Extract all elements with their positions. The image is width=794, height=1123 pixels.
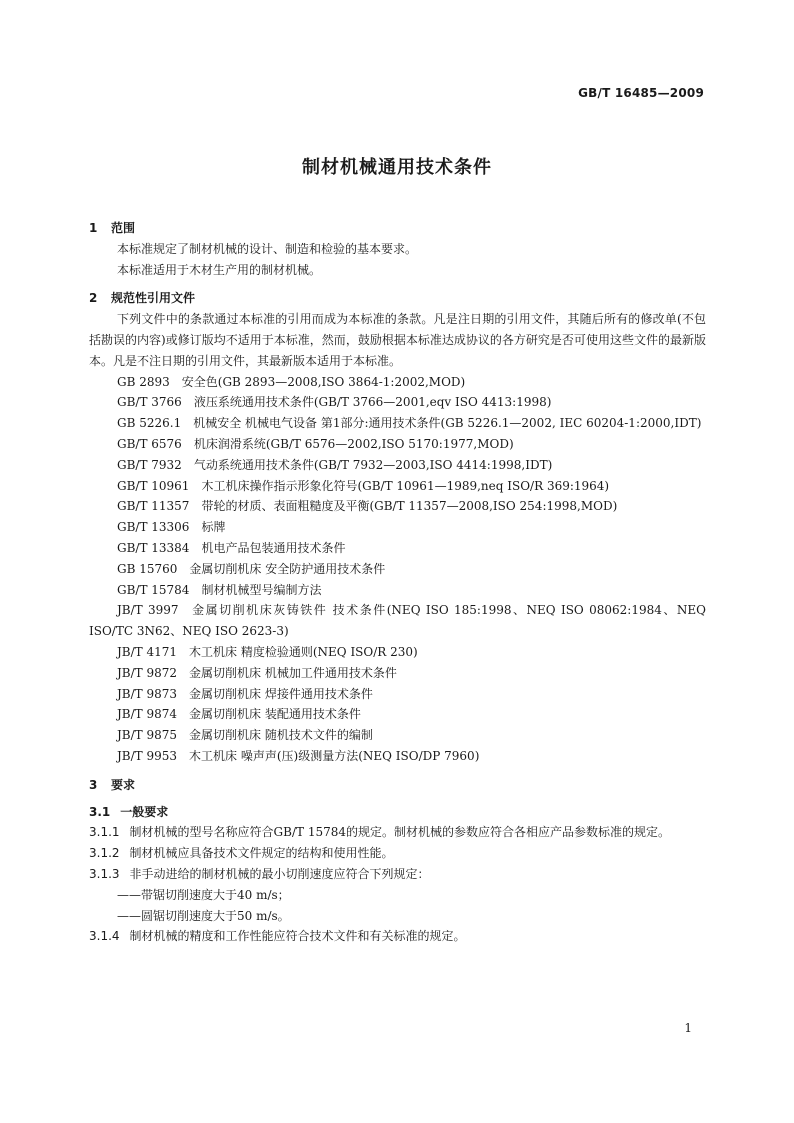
reference-text: 液压系统通用技术条件(GB/T 3766—2001,eqv ISO 4413:1998) xyxy=(193,395,552,410)
section-1-heading xyxy=(89,218,706,239)
reference-item xyxy=(89,455,706,476)
reference-text: 金属切削机床 装配通用技术条件 xyxy=(189,707,361,722)
reference-text: 制材机械型号编制方法 xyxy=(201,582,322,597)
clause-text: 制材机械应具备技术文件规定的结构和使用性能。 xyxy=(129,846,394,861)
reference-code: GB/T 13306 xyxy=(117,520,190,535)
reference-text: 金属切削机床灰铸铁件 技术条件(NEQ ISO 185:1998、NEQ ISO 08062:1984、NEQ ISO/TC 3N62、NEQ ISO 2623-3) xyxy=(89,603,707,639)
reference-text: 带轮的材质、表面粗糙度及平衡(GB/T 11357—2008,ISO 254:1998,MOD) xyxy=(201,499,618,514)
reference-item xyxy=(89,684,706,705)
reference-item xyxy=(89,704,706,725)
reference-item xyxy=(89,600,706,642)
reference-code: JB/T 4171 xyxy=(117,644,178,659)
reference-code: JB/T 9872 xyxy=(117,665,178,680)
reference-code: GB/T 15784 xyxy=(117,582,190,597)
reference-code: JB/T 9874 xyxy=(117,707,178,722)
reference-code: GB/T 7932 xyxy=(117,457,182,472)
reference-code: GB 5226.1 xyxy=(117,416,182,431)
reference-item xyxy=(89,434,706,455)
reference-text: 木工机床 噪声声(压)级测量方法(NEQ ISO/DP 7960) xyxy=(189,748,480,763)
paragraph: 本标准规定了制材机械的设计、制造和检验的基本要求。 xyxy=(117,241,418,256)
clause-text: 非手动进给的制材机械的最小切削速度应符合下列规定： xyxy=(129,866,430,881)
reference-code: JB/T 9953 xyxy=(117,748,178,763)
clause-number: 3.1.4 xyxy=(89,929,120,944)
reference-item xyxy=(89,413,706,434)
reference-text: 标牌 xyxy=(201,520,226,535)
list-item: ——圆锯切削速度大于50 m/s。 xyxy=(117,908,290,923)
reference-code: GB/T 3766 xyxy=(117,395,182,410)
reference-text: 机床润滑系统(GB/T 6576—2002,ISO 5170:1977,MOD) xyxy=(193,436,514,451)
subsection-number: 3.1 xyxy=(89,804,111,819)
reference-list xyxy=(89,372,706,767)
section-title: 范围 xyxy=(111,221,136,235)
subsection-3-1-heading xyxy=(89,802,706,823)
reference-code: GB/T 13384 xyxy=(117,540,190,555)
section-2-heading xyxy=(89,288,706,309)
reference-item xyxy=(89,580,706,601)
reference-text: 机电产品包装通用技术条件 xyxy=(201,540,346,555)
reference-item xyxy=(89,642,706,663)
reference-text: 木工机床 精度检验通则(NEQ ISO/R 230) xyxy=(189,644,418,659)
list-item: ——带锯切削速度大于40 m/s； xyxy=(117,887,290,902)
reference-item xyxy=(89,725,706,746)
clause-number: 3.1.1 xyxy=(89,825,120,840)
clause-text: 制材机械的型号名称应符合GB/T 15784的规定。制材机械的参数应符合各相应产品参数标准的规定。 xyxy=(129,825,670,840)
reference-code: GB 2893 xyxy=(117,374,170,389)
reference-item xyxy=(89,372,706,393)
section-title: 规范性引用文件 xyxy=(111,291,196,306)
reference-text: 木工机床操作指示形象化符号(GB/T 10961—1989,neq ISO/R 369:1964) xyxy=(201,478,610,493)
section-title: 要求 xyxy=(111,777,136,792)
reference-code: JB/T 3997 xyxy=(117,603,179,618)
document-title: 制材机械通用技术条件 xyxy=(302,157,492,178)
reference-text: 金属切削机床 安全防护通用技术条件 xyxy=(189,561,386,576)
document-body xyxy=(89,218,706,947)
reference-text: 机械安全 机械电气设备 第1部分:通用技术条件(GB 5226.1—2002, IEC 60204-1:2000,IDT) xyxy=(193,416,702,431)
paragraph: 下列文件中的条款通过本标准的引用而成为本标准的条款。凡是注日期的引用文件，其随后所有的修改单(不包括勘误的内容)或修订版均不适用于本标准，然而，鼓励根据本标准达成协议的各方研究是否可使用这些文件的最新版本。凡是不注日期的引用文件，其最新版本适用于本标准。 xyxy=(89,312,706,368)
standard-code: GB/T 16485—2009 xyxy=(578,86,704,100)
reference-text: 安全色(GB 2893—2008,ISO 3864-1:2002,MOD) xyxy=(181,374,466,389)
reference-code: JB/T 9873 xyxy=(117,686,178,701)
clause-3-1-3 xyxy=(89,864,706,885)
reference-text: 气动系统通用技术条件(GB/T 7932—2003,ISO 4414:1998,IDT) xyxy=(193,457,553,472)
reference-code: JB/T 9875 xyxy=(117,728,178,743)
reference-text: 金属切削机床 焊接件通用技术条件 xyxy=(189,686,373,701)
clause-3-1-4 xyxy=(89,926,706,947)
reference-item xyxy=(89,392,706,413)
reference-text: 金属切削机床 随机技术文件的编制 xyxy=(189,728,373,743)
clause-number: 3.1.2 xyxy=(89,846,120,861)
reference-item xyxy=(89,496,706,517)
section-3-heading xyxy=(89,775,706,796)
reference-code: GB/T 10961 xyxy=(117,478,190,493)
section-number: 3 xyxy=(89,777,98,792)
reference-item xyxy=(89,517,706,538)
reference-text: 金属切削机床 机械加工件通用技术条件 xyxy=(189,665,397,680)
reference-item xyxy=(89,746,706,767)
reference-item xyxy=(89,559,706,580)
reference-item xyxy=(89,663,706,684)
clause-3-1-2 xyxy=(89,843,706,864)
paragraph: 本标准适用于木材生产用的制材机械。 xyxy=(117,262,322,277)
clause-number: 3.1.3 xyxy=(89,866,120,881)
clause-text: 制材机械的精度和工作性能应符合技术文件和有关标准的规定。 xyxy=(129,929,466,944)
reference-code: GB 15760 xyxy=(117,561,178,576)
reference-item xyxy=(89,538,706,559)
subsection-title: 一般要求 xyxy=(120,804,169,819)
reference-item xyxy=(89,476,706,497)
section-number: 2 xyxy=(89,291,98,306)
clause-3-1-1 xyxy=(89,822,706,843)
section-number: 1 xyxy=(89,221,98,235)
reference-code: GB/T 11357 xyxy=(117,499,190,514)
reference-code: GB/T 6576 xyxy=(117,436,182,451)
page-number: 1 xyxy=(684,1021,692,1035)
